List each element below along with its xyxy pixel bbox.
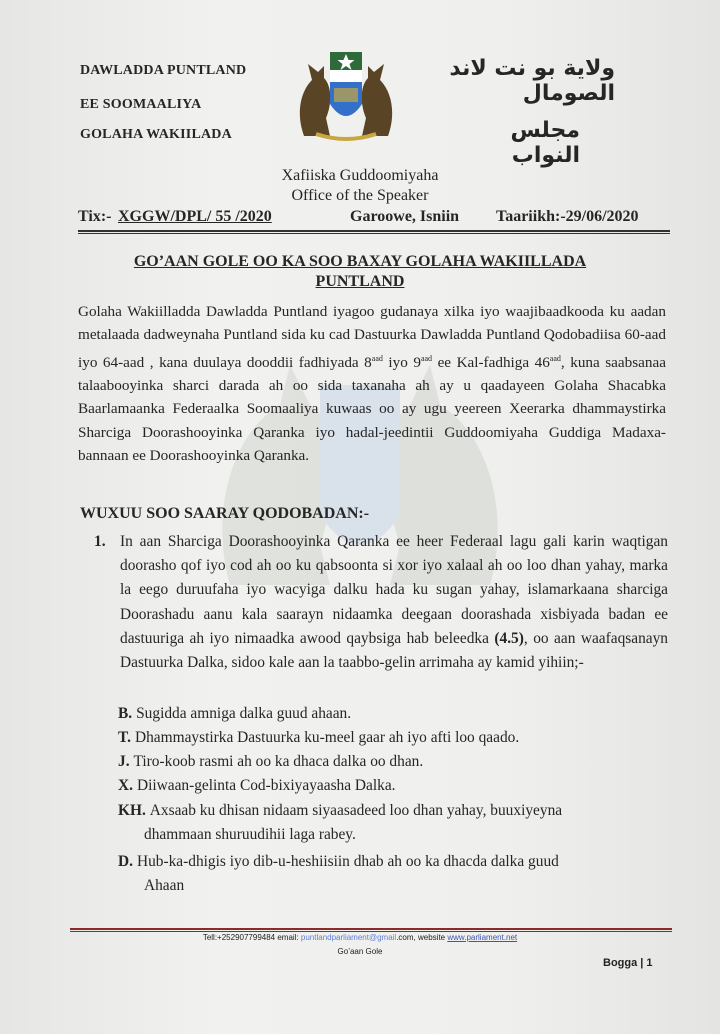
list-item-number: 1.: [94, 533, 106, 550]
footer-document-name: Go’aan Gole: [337, 947, 383, 956]
footer-rule: [70, 928, 672, 930]
footer-contact: Tell:+252907799484 email: puntlandparliament@gmail.com, website www.parliament.net: [202, 933, 518, 942]
section-heading: WUXUU SOO SAARAY QODOBADAN:-: [80, 505, 370, 522]
document-title-line1: GO’AAN GOLE OO KA SOO BAXAY GOLAHA WAKIILLADA: [133, 253, 587, 270]
footer-rule-thin: [70, 931, 672, 932]
sub-item-kh: KH. Axsaab ku dhisan nidaam siyaasadeed loo dhan yahay, buuxiyeyna dhammaan shuruudihii laga rabey.: [118, 802, 563, 844]
header-country-name: EE SOOMAALIYA: [80, 97, 202, 112]
sub-item-x: X. Diiwaan-gelinta Cod-bixiyayaasha Dalka.: [118, 777, 396, 794]
sub-item-t: T. Dhammaystirka Dastuurka ku-meel gaar ah iyo afti loo qaado.: [118, 729, 520, 746]
reference-date: Taariikh:-29/06/2020: [496, 208, 639, 225]
header-arabic-house: مجلس النواب: [510, 118, 580, 168]
reference-number: XGGW/DPL/ 55 /2020: [118, 208, 272, 225]
intro-paragraph: Golaha Wakiilladda Dawladda Puntland iyagoo gudanaya xilka iyo waajibaadkooda ku aadan metalaada dadweynaha Puntland sida ku cad Dastuurka Dawladda Puntland Qodobadiisa 60-aad iyo 64-aad , kana duulaya dooddii fadhiyada $8^{aad}$ iyo $9^{aad}$ ee Kal-fadhiga $46^{aad}$, kuna saabsanaa talaabooyinka sharci darada ah oo sida taxanaha ah ay u qaadayeen Golaha Shacabka Baarlamaanka Federaalka Soomaaliya kuwaas oo ay ugu yeereen Xeerarka dhammaystirka Sharciga Doorashooyinka Qaranka iyo hadal-jeedintii Guddoomiyaha Guddiga Madaxa-bannaan ee Doorashooyinka Qaranka.: [78, 303, 666, 464]
list-item-1: [94, 530, 668, 675]
list-item-text: In aan Sharciga Doorashooyinka Qaranka ee heer Federaal lagu gali karin waqtigan doorasho qof iyo cod ah oo ku qabsoonta si xor iyo xalaal ah oo loo dhan yahay, marka la eego duruufaha iyo wacyiga dalku hada ku sugan yahay, islamarkaana sharciga Doorashadu aanu kala saarayn nidaamka deegaan doorashada xisbiyada badan ee dastuuriga ah iyo nimaadka awood qaybsiga hab beleedka (4.5), oo aan waafaqsanayn Dastuurka Dalka, sidoo kale aan la taabbo-gelin arrimaha ay kamid yihiin;-: [120, 533, 669, 672]
office-title-english: Office of the Speaker: [291, 187, 429, 204]
reference-label: Tix:-: [78, 208, 112, 225]
reference-rule: [78, 230, 670, 232]
header-house-name: GOLAHA WAKIILADA: [80, 127, 232, 142]
sub-item-d: D. Hub-ka-dhigis iyo dib-u-heshiisiin dhab ah oo ka dhacda dalka guud Ahaan: [118, 853, 559, 895]
page-number: Bogga | 1: [603, 957, 653, 969]
puntland-coat-of-arms-icon: [286, 44, 406, 144]
reference-rule-thin: [78, 233, 670, 234]
office-title-somali: Xafiiska Guddoomiyaha: [281, 167, 439, 184]
header-state-name: DAWLADDA PUNTLAND: [80, 63, 247, 78]
header-arabic-state: ولاية بو نت لاند الصومال: [449, 56, 615, 106]
sub-item-j: J. Tiro-koob rasmi ah oo ka dhaca dalka oo dhan.: [118, 753, 424, 770]
footer-email-link[interactable]: puntlandparliament@gmail: [300, 933, 397, 942]
document-title-line2: PUNTLAND: [315, 273, 405, 290]
footer-website-link[interactable]: www.parliament.net: [447, 933, 518, 942]
sub-item-b: B. Sugidda amniga dalka guud ahaan.: [118, 705, 352, 722]
reference-place-day: Garoowe, Isniin: [350, 208, 460, 225]
